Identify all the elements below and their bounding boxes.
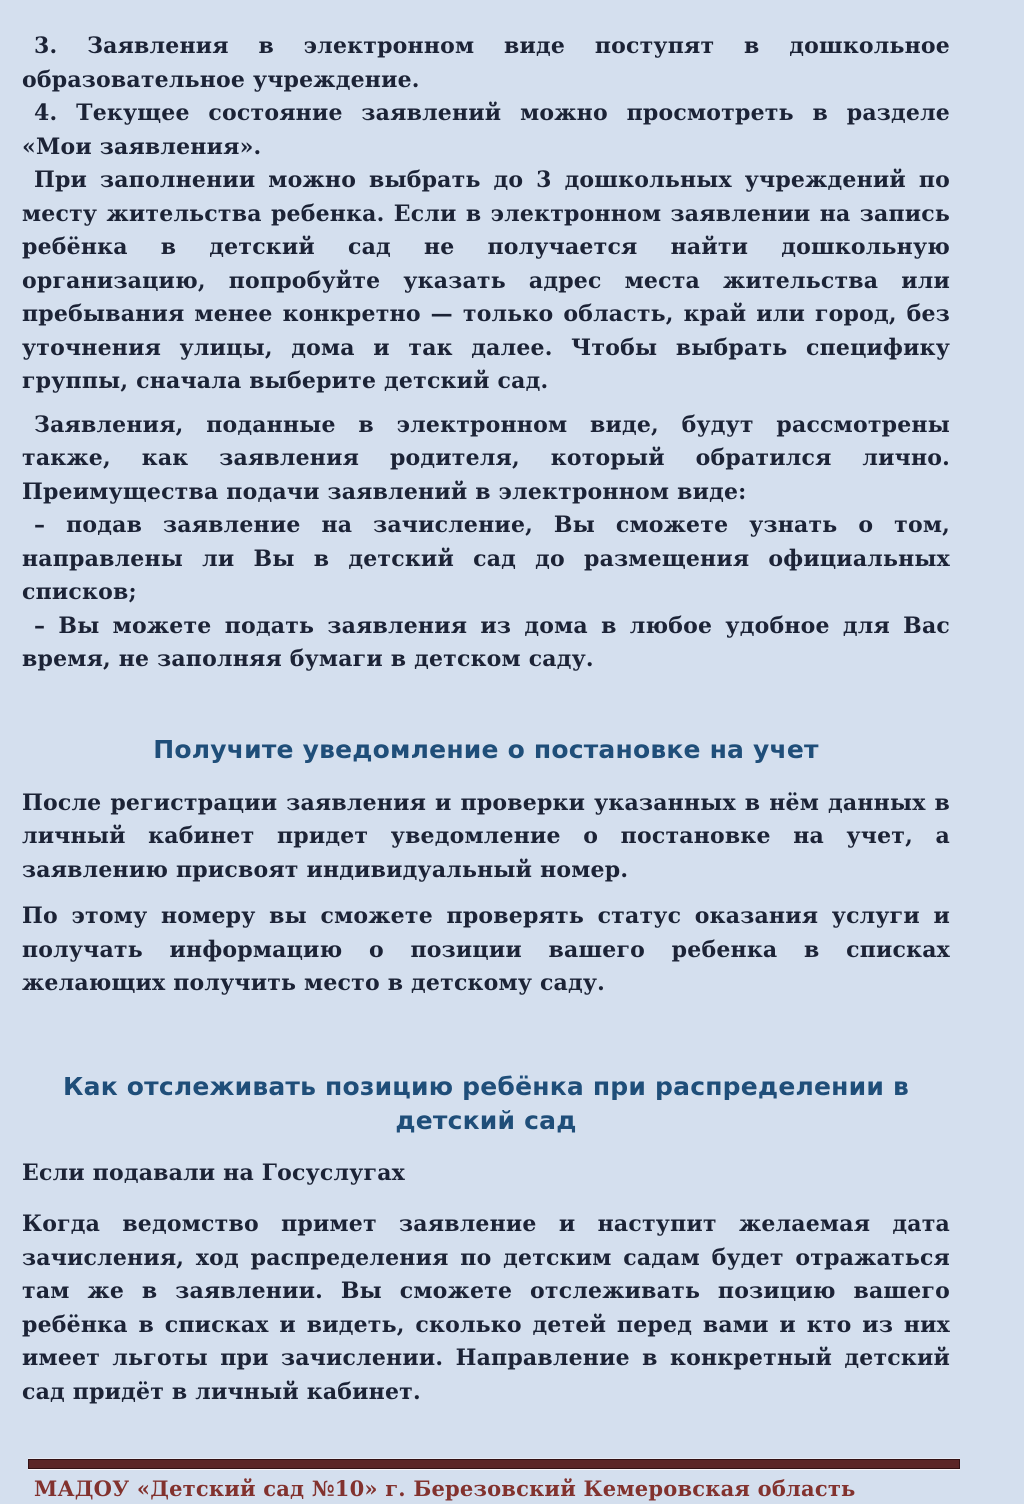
section-heading-tracking: Как отслеживать позицию ребёнка при распределении в детский сад <box>63 1071 909 1135</box>
tracking-paragraph-distribution: Когда ведомство примет заявление и наступит желаемая дата зачисления, ход распределения по детским садам будет отражаться там же в заявлении. Вы сможете отслеживать позицию вашего ребёнка в списках и видеть, сколько детей перед вами и кто из них имеет льготы при зачислении. Направление в конкретный детский сад придёт в личный кабинет. <box>22 1211 950 1405</box>
footer-organization-name: МАДОУ «Детский сад №10» г. Березовский Кемеровская область <box>34 1476 856 1501</box>
intro-advantage-item-1: – подав заявление на зачисление, Вы сможете узнать о том, направлены ли Вы в детский сад до размещения официальных списков; <box>22 512 950 605</box>
intro-paragraph-filling: При заполнении можно выбрать до 3 дошкольных учреждений по месту жительства ребенка. Если в электронном заявлении на запись ребёнка в детский сад не получается найти дошкольную организацию, попробуйте указать адрес места жительства или пребывания менее конкретно — только область, край или город, без уточнения улицы, дома и так далее. Чтобы выбрать специфику группы, сначала выберите детский сад. <box>22 167 950 394</box>
notification-paragraph-status: По этому номеру вы сможете проверять статус оказания услуги и получать информацию о позиции вашего ребенка в списках желающих получить место в детскому саду. <box>22 903 950 996</box>
footer-divider-bar <box>28 1459 960 1469</box>
intro-paragraph-advantages: Заявления, поданные в электронном виде, будут рассмотрены также, как заявления родителя, который обратился лично. Преимущества подачи заявлений в электронном виде: <box>22 411 950 505</box>
intro-advantage-item-2: – Вы можете подать заявления из дома в любое удобное для Вас время, не заполняя бумаги в детском саду. <box>22 612 950 672</box>
notification-paragraph-registration: После регистрации заявления и проверки указанных в нём данных в личный кабинет придет уведомление о постановке на учет, а заявлению присвоят индивидуальный номер. <box>22 789 950 883</box>
intro-item-4: 4. Текущее состояние заявлений можно просмотреть в разделе «Мои заявления». <box>22 100 950 160</box>
intro-item-3: 3. Заявления в электронном виде поступят в дошкольное образовательное учреждение. <box>22 33 950 93</box>
section-heading-notification: Получите уведомление о постановке на учет <box>153 734 819 764</box>
tracking-subheading-gosuslugi: Если подавали на Госуслугах <box>22 1159 405 1186</box>
